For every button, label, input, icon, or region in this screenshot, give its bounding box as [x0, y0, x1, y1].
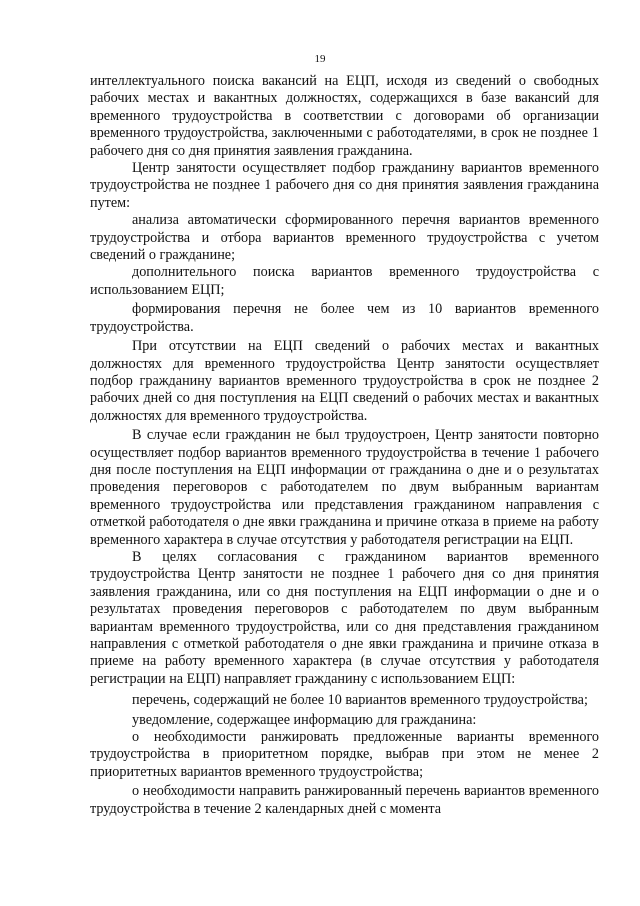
paragraph-agreement: В целях согласования с гражданином вариантов временного трудоустройства Центр занятости не позднее 1 рабочего дня со дня принятия заявления гражданина, или со дня поступления на ЕЦП информации о дне и о результатах проведения переговоров с работодателем по двум выбранным вариантам временного трудоустройства, или со дня представления гражданином направления с отметкой работодателя о дне явки гражданина и причине отказа в приеме на работу временного характера (в случае отсутствия у работодателя регистрации на ЕЦП) направляет гражданину с использованием ЕЦП:: [90, 548, 599, 687]
paragraph-list-item: перечень, содержащий не более 10 вариантов временного трудоустройства;: [132, 692, 588, 709]
paragraph-ranking: о необходимости ранжировать предложенные варианты временного трудоустройства в приоритетном порядке, выбрав при этом не менее 2 приоритетных вариантов временного трудоустройства;: [90, 729, 599, 780]
paragraph-continuation: интеллектуального поиска вакансий на ЕЦП, исходя из сведений о свободных рабочих местах и вакантных должностях, содержащихся в базе вакансий для временного трудоустройства в соответствии с договорами об организации временного трудоустройства, заключенными с работодателями, в срок не позднее 1 рабочего дня со дня принятия заявления гражданина.: [90, 73, 599, 159]
paragraph-selection-analysis: анализа автоматически сформированного перечня вариантов временного трудоустройства и отбора вариантов временного трудоустройства с учетом сведений о гражданине;: [90, 212, 599, 264]
paragraph-selection-list: формирования перечня не более чем из 10 вариантов временного трудоустройства.: [90, 301, 599, 335]
paragraph-send-ranked: о необходимости направить ранжированный перечень вариантов временного трудоустройства в течение 2 календарных дней с момента: [90, 783, 599, 817]
paragraph-selection-search: дополнительного поиска вариантов временного трудоустройства с использованием ЕЦП;: [90, 264, 599, 298]
paragraph-selection-intro: Центр занятости осуществляет подбор гражданину вариантов временного трудоустройства не позднее 1 рабочего дня со дня принятия заявления гражданина путем:: [90, 160, 599, 211]
paragraph-repeat-selection: В случае если гражданин не был трудоустроен, Центр занятости повторно осуществляет подбор вариантов временного трудоустройства в течение 1 рабочего дня после поступления на ЕЦП информации от гражданина о дне и о результатах проведения переговоров с работодателем по двум выбранным вариантам временного трудоустройства или представления гражданином направления с отметкой работодателя о дне явки гражданина и причине отказа в приеме на работу временного характера в случае отсутствия у работодателя регистрации на ЕЦП.: [90, 427, 599, 548]
page-number: 19: [314, 53, 326, 65]
paragraph-notification: уведомление, содержащее информацию для гражданина:: [132, 711, 477, 728]
document-body: [90, 73, 599, 818]
paragraph-no-vacancies: При отсутствии на ЕЦП сведений о рабочих местах и вакантных должностях для временного трудоустройства Центр занятости осуществляет подбор гражданину вариантов временного трудоустройства в срок не позднее 2 рабочих дней со дня поступления на ЕЦП сведений о рабочих местах и вакантных должностях для временного трудоустройства.: [90, 338, 599, 424]
